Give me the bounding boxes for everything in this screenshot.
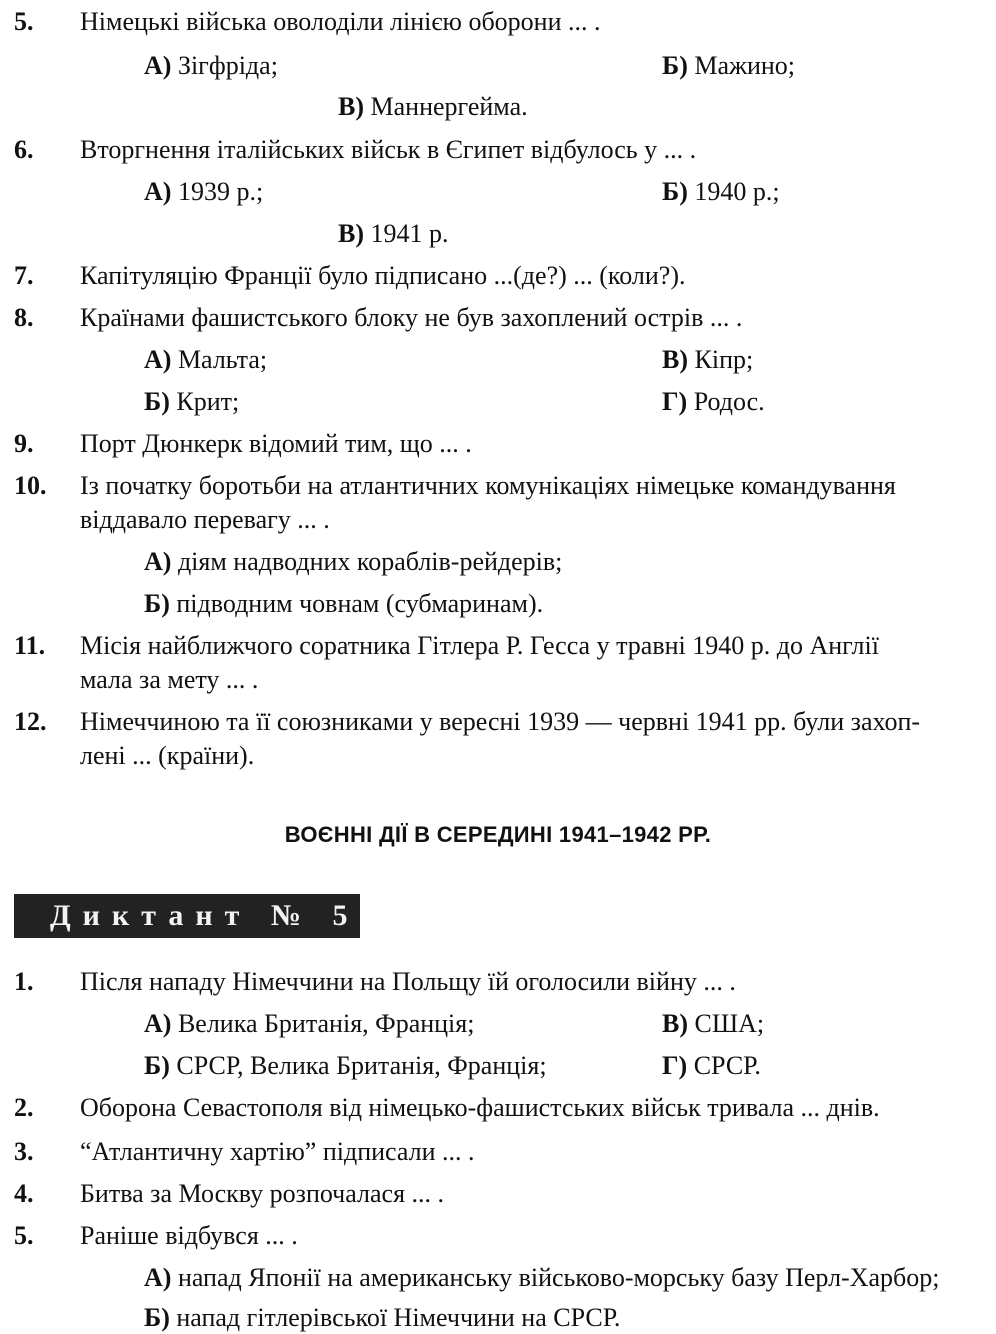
option-text: СРСР. bbox=[693, 1051, 761, 1080]
option-text: підводним човнам (субмаринам). bbox=[176, 589, 544, 618]
question-number: 7. bbox=[14, 261, 34, 290]
question-number: 3. bbox=[14, 1137, 34, 1166]
section-heading: ВОЄННІ ДІЇ В СЕРЕДИНІ 1941–1942 РР. bbox=[284, 822, 712, 847]
option-b bbox=[144, 1302, 620, 1334]
option-text: СРСР, Велика Британія, Франція; bbox=[176, 1051, 547, 1080]
question-text: Капітуляцію Франції було підписано ...(де?) ... (коли?). bbox=[80, 261, 686, 290]
question-text: “Атлантичну хартію” підписали ... . bbox=[80, 1137, 475, 1166]
question-number: 2. bbox=[14, 1093, 34, 1122]
option-v bbox=[662, 344, 753, 376]
question-text: Оборона Севастополя від німецько-фашистських військ тривала ... днів. bbox=[80, 1093, 880, 1122]
option-label: А) bbox=[144, 51, 172, 80]
option-text: США; bbox=[694, 1009, 765, 1038]
option-label: А) bbox=[144, 547, 172, 576]
option-text: 1940 р.; bbox=[694, 177, 780, 206]
option-text: Крит; bbox=[176, 387, 240, 416]
option-label: А) bbox=[144, 1009, 172, 1038]
option-a bbox=[144, 546, 562, 578]
option-label: Г) bbox=[662, 1051, 688, 1080]
option-a bbox=[144, 1008, 474, 1040]
question-number: 1. bbox=[14, 967, 34, 996]
option-label: Б) bbox=[144, 589, 170, 618]
option-a bbox=[144, 176, 263, 208]
option-text: напад гітлерівської Німеччини на СРСР. bbox=[176, 1303, 621, 1332]
question-number: 10. bbox=[14, 471, 47, 500]
option-label: Б) bbox=[144, 387, 170, 416]
question-number: 5. bbox=[14, 1221, 34, 1250]
option-text: Мажино; bbox=[694, 51, 796, 80]
option-label: Б) bbox=[144, 1051, 170, 1080]
question-text-line: мала за мету ... . bbox=[80, 665, 259, 694]
option-g bbox=[662, 386, 765, 418]
question-text-line: Із початку боротьби на атлантичних комунікаціях німецьке командування bbox=[80, 471, 896, 500]
option-v bbox=[662, 1008, 764, 1040]
option-text: 1939 р.; bbox=[177, 177, 264, 206]
question-text-line: лені ... (країни). bbox=[80, 741, 255, 770]
option-v bbox=[338, 91, 528, 123]
option-label: Б) bbox=[144, 1303, 170, 1332]
option-label: А) bbox=[144, 345, 172, 374]
option-b bbox=[662, 176, 780, 208]
option-text: Мальта; bbox=[177, 345, 268, 374]
question-text-line: віддавало перевагу ... . bbox=[80, 505, 330, 534]
option-text: напад Японії на американську військово-морську базу Перл-Харбор; bbox=[177, 1263, 940, 1292]
option-label: В) bbox=[338, 219, 364, 248]
option-b bbox=[144, 588, 543, 620]
option-label: Б) bbox=[662, 177, 688, 206]
question-number: 4. bbox=[14, 1179, 34, 1208]
option-label: А) bbox=[144, 1263, 172, 1292]
option-label: А) bbox=[144, 177, 172, 206]
option-text: діям надводних кораблів-рейдерів; bbox=[177, 547, 563, 576]
option-text: 1941 р. bbox=[370, 219, 449, 248]
option-label: Б) bbox=[662, 51, 688, 80]
option-a bbox=[144, 344, 267, 376]
question-text: Вторгнення італійських військ в Єгипет відбулось у ... . bbox=[80, 135, 697, 164]
option-text: Зігфріда; bbox=[177, 51, 278, 80]
option-label: В) bbox=[662, 345, 688, 374]
question-number: 11. bbox=[14, 631, 46, 660]
option-text: Кіпр; bbox=[694, 345, 754, 374]
option-g bbox=[662, 1050, 761, 1082]
dictation-banner: Диктант № 5 bbox=[14, 894, 360, 938]
option-text: Родос. bbox=[693, 387, 765, 416]
option-label: В) bbox=[662, 1009, 688, 1038]
option-label: В) bbox=[338, 92, 364, 121]
option-a bbox=[144, 1262, 939, 1294]
option-b bbox=[144, 386, 239, 418]
option-b bbox=[662, 50, 795, 82]
question-text: Раніше відбувся ... . bbox=[80, 1221, 298, 1250]
option-a bbox=[144, 50, 278, 82]
option-label: Г) bbox=[662, 387, 688, 416]
question-text: Порт Дюнкерк відомий тим, що ... . bbox=[80, 429, 472, 458]
question-number: 8. bbox=[14, 303, 34, 332]
question-number: 12. bbox=[14, 707, 47, 736]
question-text: Країнами фашистського блоку не був захоплений острів ... . bbox=[80, 303, 743, 332]
question-text: Битва за Москву розпочалася ... . bbox=[80, 1179, 445, 1208]
question-number: 5. bbox=[14, 7, 34, 36]
question-text: Після нападу Німеччини на Польщу їй оголосили війну ... . bbox=[80, 967, 736, 996]
question-text-line: Німеччиною та її союзниками у вересні 1939 — червні 1941 рр. були захоп- bbox=[80, 707, 921, 736]
option-text: Маннергейма. bbox=[370, 92, 528, 121]
option-b bbox=[144, 1050, 547, 1082]
option-v bbox=[338, 218, 449, 250]
question-number: 6. bbox=[14, 135, 34, 164]
question-text-line: Місія найближчого соратника Гітлера Р. Гесса у травні 1940 р. до Англії bbox=[80, 631, 879, 660]
option-text: Велика Британія, Франція; bbox=[177, 1009, 475, 1038]
question-number: 9. bbox=[14, 429, 34, 458]
question-text: Німецькі війська оволоділи лінією оборони ... . bbox=[80, 7, 601, 36]
